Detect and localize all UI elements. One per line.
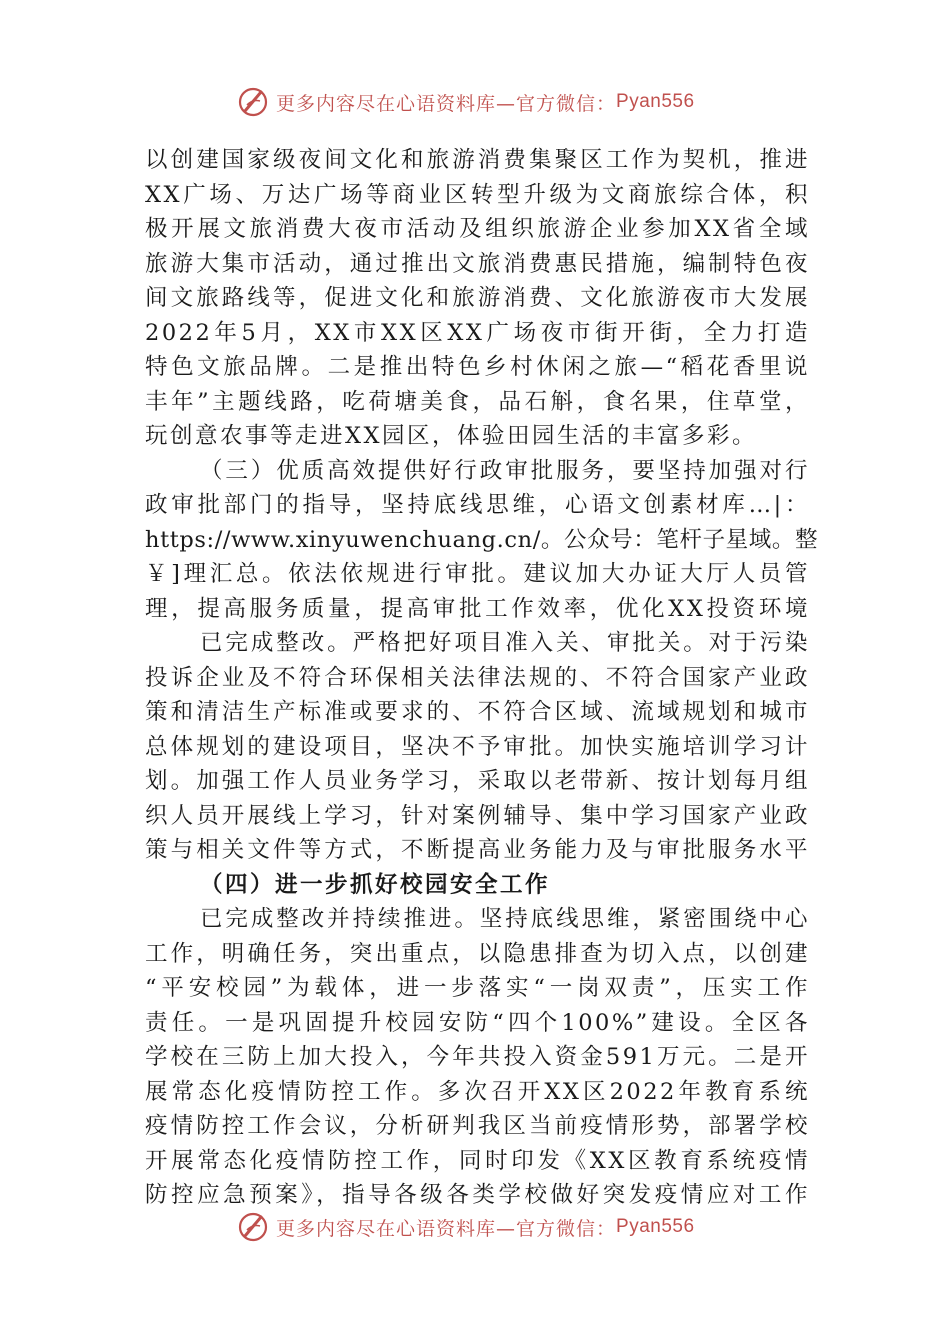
- header-watermark: [236, 84, 695, 120]
- watermark-wechat-id: Pyan556: [616, 1216, 695, 1237]
- text-line: 理，提高服务质量，提高审批工作效率，优化XX投资环境: [145, 595, 810, 622]
- text-line: 间文旅路线等，促进文化和旅游消费、文化旅游夜市大发展: [145, 285, 810, 311]
- text-line: 工作，明确任务，突出重点，以隐患排查为切入点，以创建: [145, 940, 810, 967]
- document-body: [145, 143, 819, 1213]
- pen-circle-logo-icon: [236, 1210, 270, 1244]
- pen-circle-logo-icon: [236, 85, 270, 119]
- text-line: 展常态化疫情防控工作。多次召开XX区2022年教育系统: [145, 1078, 810, 1105]
- text-line: 划。加强工作人员业务学习，采取以老带新、按计划每月组: [145, 768, 810, 794]
- text-line: 已完成整改并持续推进。坚持底线思维，紧密围绕中心: [200, 906, 810, 932]
- text-line: 极开展文旅消费大夜市活动及组织旅游企业参加XX省全域: [145, 216, 810, 242]
- watermark-text: 更多内容尽在心语资料库—官方微信：: [276, 1217, 617, 1240]
- text-line: 策与相关文件等方式，不断提高业务能力及与审批服务水平: [145, 837, 810, 863]
- watermark-text: 更多内容尽在心语资料库—官方微信：: [276, 92, 617, 115]
- text-line: 特色文旅品牌。二是推出特色乡村休闲之旅—“稻花香里说: [145, 354, 810, 380]
- text-line: XX广场、万达广场等商业区转型升级为文商旅综合体，积: [145, 181, 810, 208]
- text-line: 责任。一是巩固提升校园安防“四个100%”建设。全区各: [145, 1009, 810, 1036]
- text-line: 2022年5月，XX市XX区XX广场夜市街开街，全力打造: [145, 319, 810, 346]
- text-line: 已完成整改。严格把好项目准入关、审批关。对于污染: [200, 630, 810, 656]
- text-line: 疫情防控工作会议，分析研判我区当前疫情形势，部署学校: [145, 1113, 810, 1139]
- text-line: “平安校园”为载体，进一步落实“一岗双责”，压实工作: [145, 975, 810, 1001]
- text-line: 旅游大集市活动，通过推出文旅消费惠民措施，编制特色夜: [145, 250, 810, 277]
- text-line: 政审批部门的指导，坚持底线思维，心语文创素材库…|：: [145, 492, 810, 518]
- section-heading-3: （三）优质高效提供好行政审批服务，要坚持加强对行: [200, 457, 810, 484]
- text-line: 开展常态化疫情防控工作，同时印发《XX区教育系统疫情: [145, 1147, 810, 1174]
- text-line: 玩创意农事等走进XX园区，体验田园生活的丰富多彩。: [145, 423, 758, 449]
- text-line: 丰年”主题线路，吃荷塘美食，品石斛，食名果，住草堂，: [145, 388, 810, 415]
- section-heading-4: （四）进一步抓好校园安全工作: [200, 871, 551, 898]
- text-line: 投诉企业及不符合环保相关法律法规的、不符合国家产业政: [145, 664, 810, 691]
- text-line: ￥]理汇总。依法依规进行审批。建议加大办证大厅人员管: [145, 561, 810, 587]
- text-line: 总体规划的建设项目，坚决不予审批。加快实施培训学习计: [145, 733, 810, 760]
- text-line: 以创建国家级夜间文化和旅游消费集聚区工作为契机，推进: [145, 147, 810, 173]
- text-line: 策和清洁生产标准或要求的、不符合区域、流域规划和城市: [145, 699, 810, 725]
- text-line: 学校在三防上加大投入，今年共投入资金591万元。二是开: [145, 1044, 810, 1070]
- text-line-url: https://www.xinyuwenchuang.cn/。公众号：笔杆子星域。整: [145, 526, 819, 553]
- footer-watermark: [236, 1209, 695, 1245]
- watermark-wechat-id: Pyan556: [616, 91, 695, 112]
- text-line: 防控应急预案》，指导各级各类学校做好突发疫情应对工作: [145, 1182, 810, 1208]
- text-line: 织人员开展线上学习，针对案例辅导、集中学习国家产业政: [145, 802, 810, 829]
